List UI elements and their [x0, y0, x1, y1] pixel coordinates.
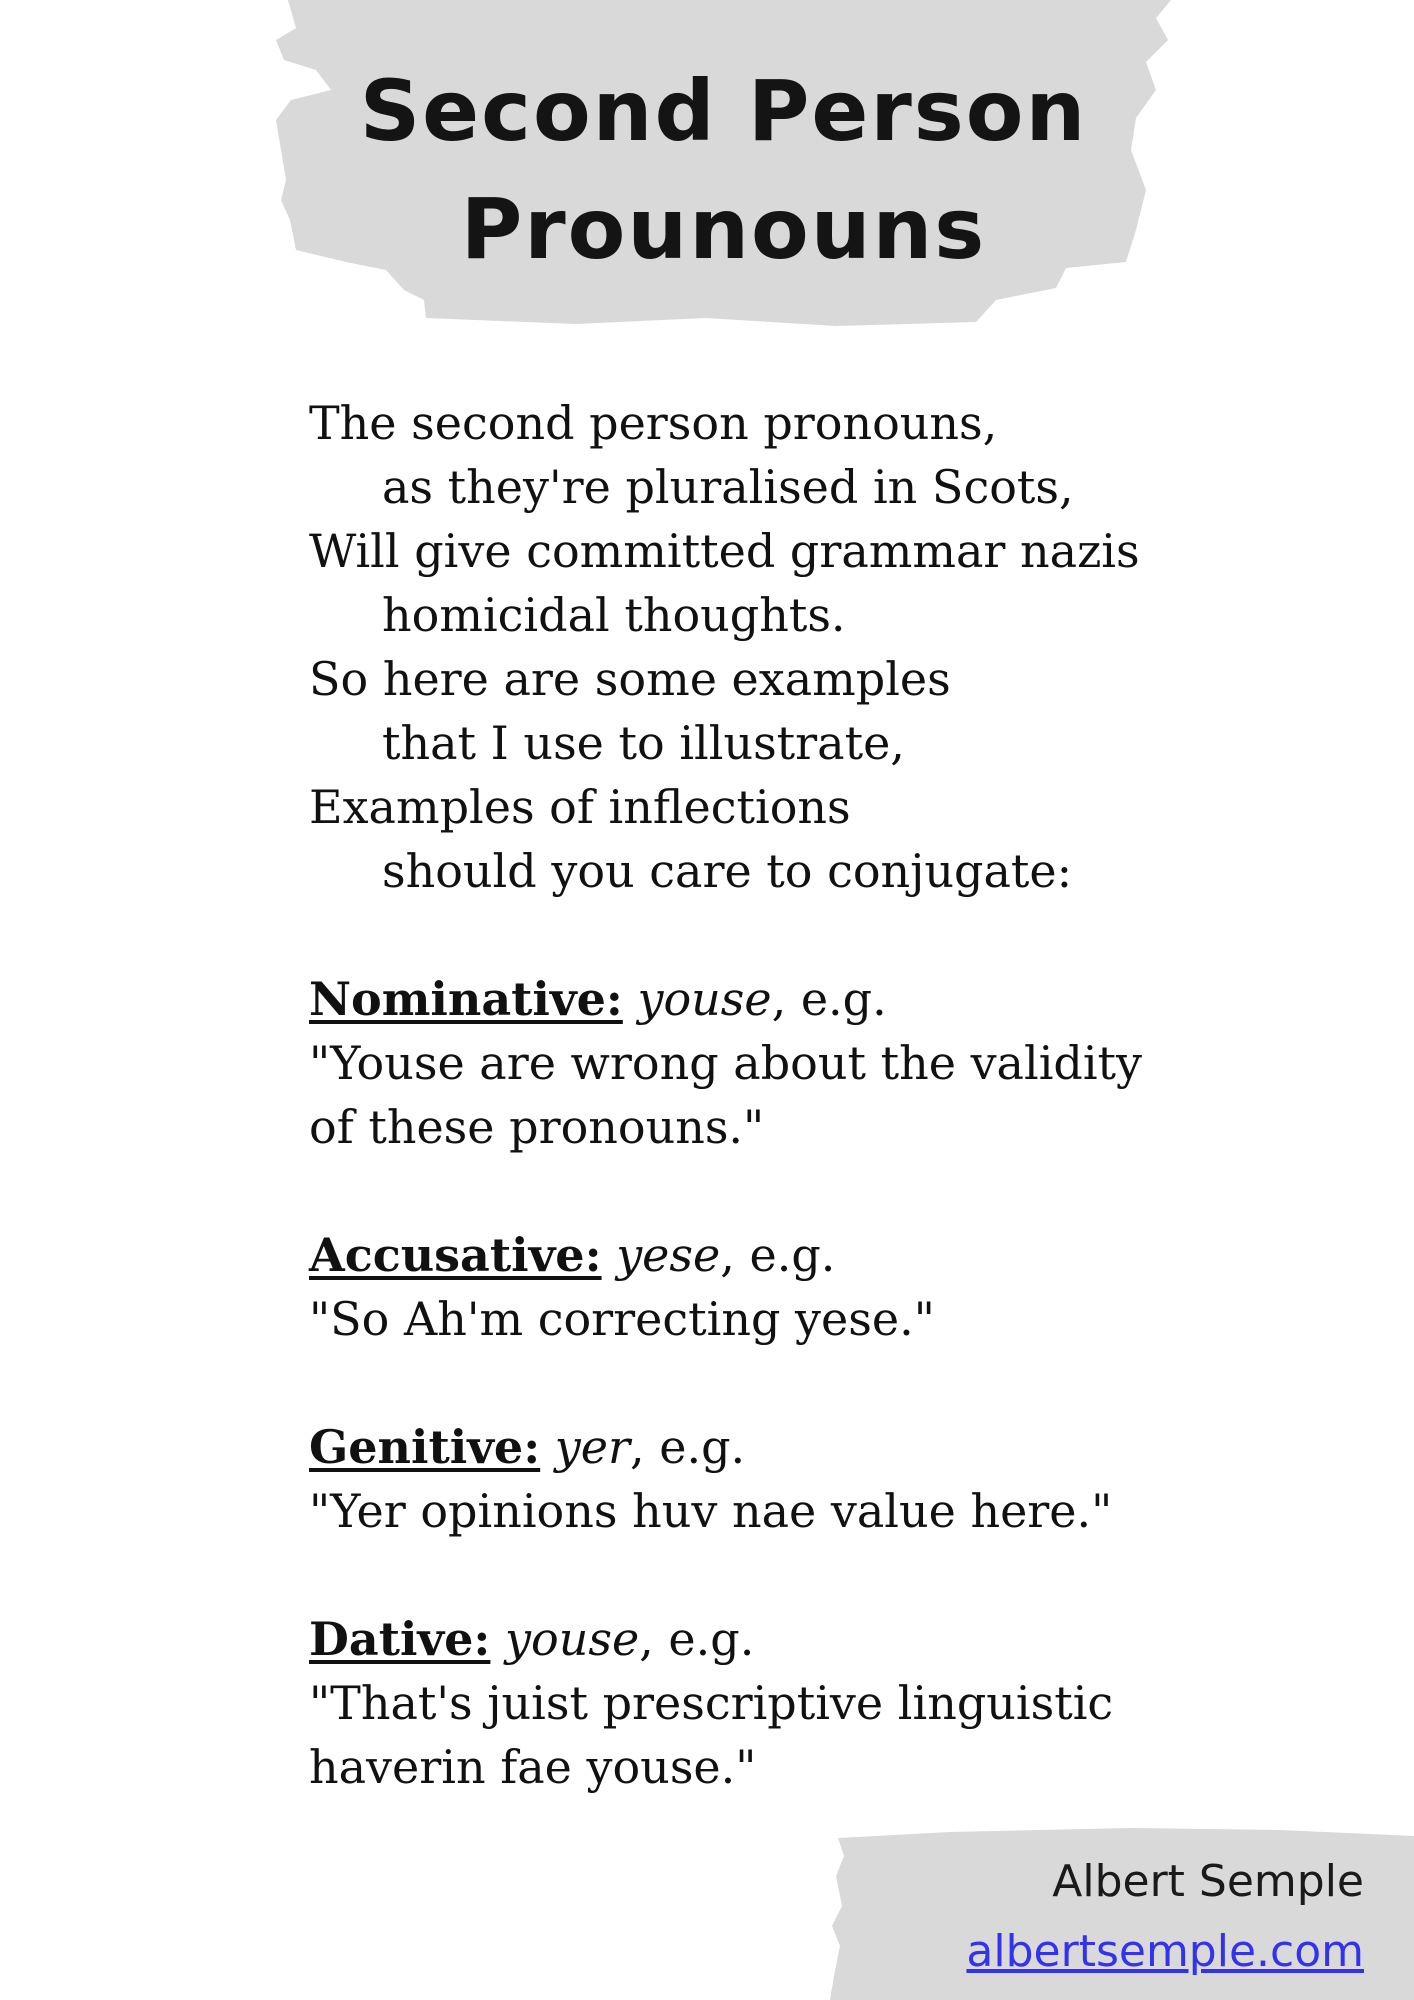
case-example-line: of these pronouns." — [309, 1100, 765, 1154]
case-label: Genitive: — [309, 1420, 541, 1474]
poem-line: Will give committed grammar nazis — [309, 524, 1140, 578]
poem-line: The second person pronouns, — [309, 396, 998, 450]
case-example-line: "Yer opinions huv nae value here." — [309, 1484, 1113, 1538]
case-dative — [309, 1607, 1189, 1799]
case-label: Accusative: — [309, 1228, 602, 1282]
poem-line: as they're pluralised in Scots, — [382, 460, 1074, 514]
case-example-line: "Youse are wrong about the validity — [309, 1036, 1143, 1090]
case-label: Dative: — [309, 1612, 491, 1666]
case-label: Nominative: — [309, 972, 623, 1026]
poem-line: homicidal thoughts. — [382, 588, 846, 642]
case-nominative — [309, 967, 1189, 1159]
footer-banner — [830, 1826, 1414, 2000]
poem-line: Examples of inflections — [309, 780, 851, 834]
poem-line: that I use to illustrate, — [382, 716, 905, 770]
case-form: youse — [637, 972, 772, 1026]
case-accusative — [309, 1223, 1189, 1351]
case-suffix: , e.g. — [630, 1420, 746, 1474]
case-form: yer — [554, 1420, 630, 1474]
website-link[interactable]: albertsemple.com — [966, 1926, 1364, 1977]
case-form: yese — [616, 1228, 721, 1282]
title-banner — [276, 0, 1171, 332]
case-example-line: haverin fae youse." — [309, 1740, 757, 1794]
author-name: Albert Semple — [1052, 1856, 1364, 1907]
case-suffix: , e.g. — [639, 1612, 755, 1666]
case-genitive — [309, 1415, 1189, 1543]
case-suffix: , e.g. — [720, 1228, 836, 1282]
case-example-line: "That's juist prescriptive linguistic — [309, 1676, 1114, 1730]
page-title — [276, 52, 1171, 288]
poem-body — [309, 391, 1189, 1799]
title-line-1: Second Person — [359, 62, 1088, 160]
title-line-2: Prounouns — [460, 180, 987, 278]
case-form: youse — [505, 1612, 640, 1666]
poem-line: should you care to conjugate: — [382, 844, 1073, 898]
case-suffix: , e.g. — [771, 972, 887, 1026]
case-example-line: "So Ah'm correcting yese." — [309, 1292, 935, 1346]
poem-line: So here are some examples — [309, 652, 951, 706]
